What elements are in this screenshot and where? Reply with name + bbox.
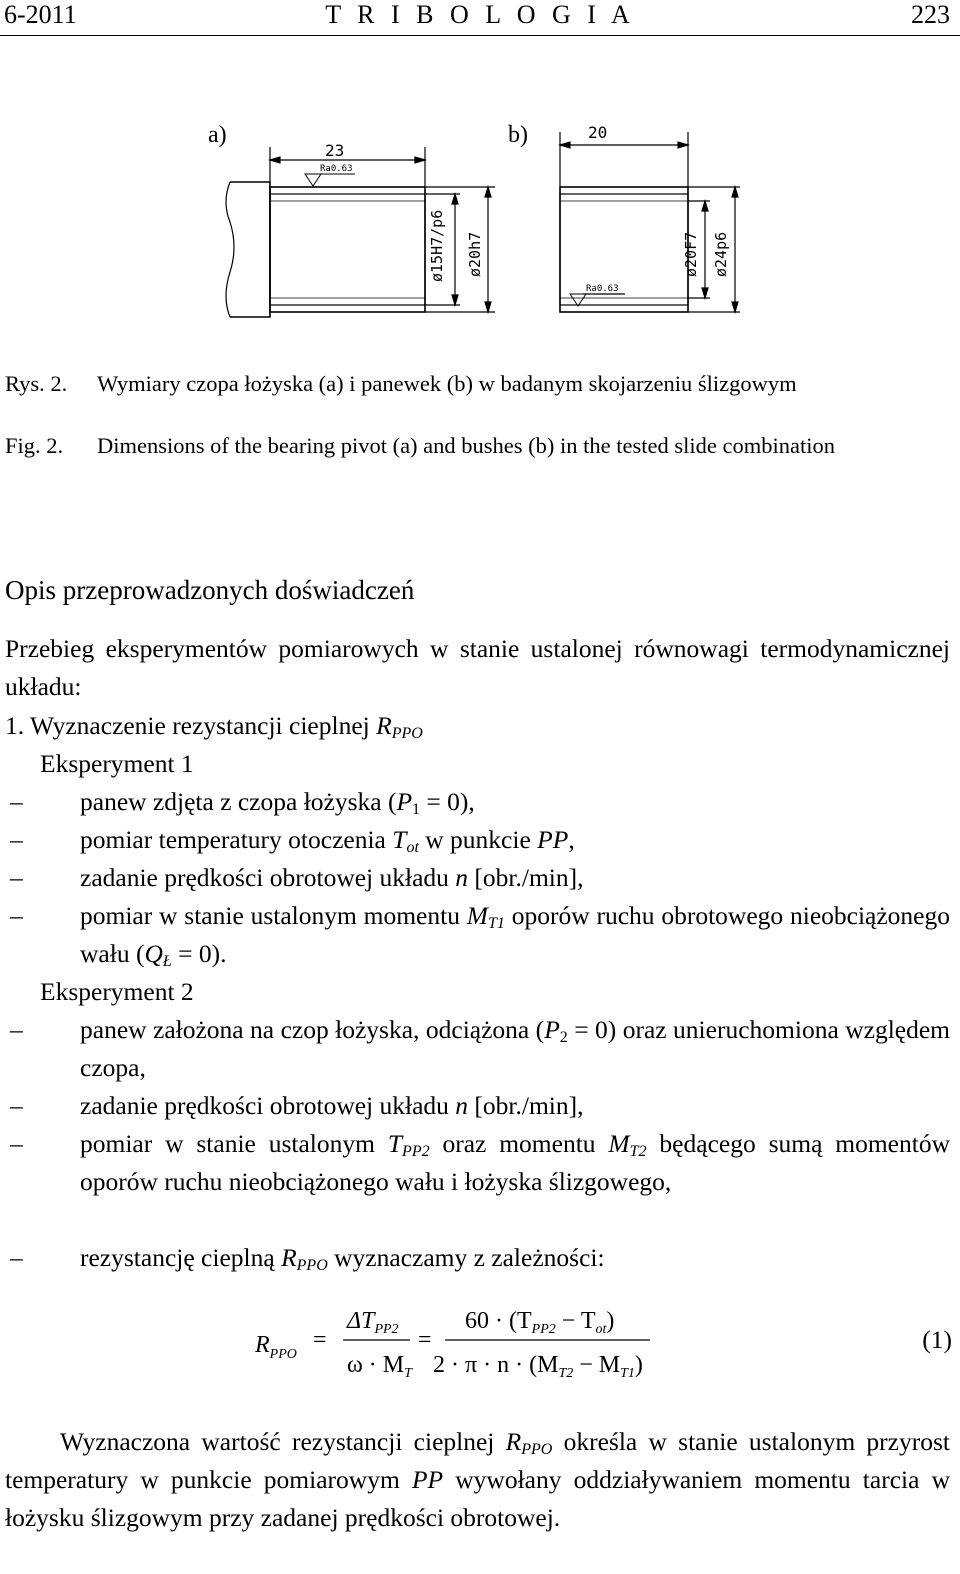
journal-title: T R I B O L O G I A — [325, 0, 635, 29]
panel-a-label: a) — [208, 122, 227, 148]
eq-num1: $\Delta T_{PP2}$ — [347, 1308, 399, 1337]
equation-1 — [255, 1300, 675, 1390]
pivot-drawing — [226, 147, 495, 317]
list-item: – zadanie prędkości obrotowej układu n [obr./min], — [10, 1091, 584, 1120]
equation-number: (1) — [922, 1325, 952, 1354]
caption-text-en: Dimensions of the bearing pivot (a) and bushes (b) in the tested slide combination — [97, 433, 835, 458]
figure-caption-en — [5, 430, 960, 492]
experiment-1-title: Eksperyment 1 — [40, 749, 194, 778]
experiment-2-title: Eksperyment 2 — [40, 977, 194, 1006]
list-item: – panew zdjęta z czopa łożyska $(P_1 = 0)$, — [10, 787, 475, 818]
list-item: – pomiar w stanie ustalonym $T_{PP2}$ oraz momentu $M_{T2}$ będącego sumą momentów oporów ruchu nieobciążonego wału i łożyska ślizgowego, — [10, 1129, 951, 1196]
bushing-roughness-label: Ra0.63 — [586, 284, 619, 294]
intro-paragraph: Przebieg eksperymentów pomiarowych w stanie ustalonej równowagi termodynamicznej układu: — [5, 634, 950, 701]
step-heading: 1. Wyznaczenie rezystancji cieplnej $R_{PPO}$ — [5, 711, 423, 742]
eq-num2: $60 \cdot (T_{PP2} - T_{ot})$ — [465, 1308, 615, 1337]
panel-b-label: b) — [508, 122, 528, 148]
list-item: – rezystancję cieplną $R_{PPO}$ wyznaczamy z zależności: — [10, 1243, 605, 1274]
list-item: – zadanie prędkości obrotowej układu n [obr./min], — [10, 863, 584, 892]
eq-equals-2: = — [418, 1327, 432, 1353]
caption-tag-en: Fig. 2. — [5, 433, 64, 458]
eq-den1: $\omega \cdot M_T$ — [347, 1352, 412, 1381]
bushing-diameter-1: ø20F7 — [682, 231, 700, 277]
page-header — [0, 0, 960, 34]
pivot-diameter-2: ø20h7 — [466, 231, 484, 277]
pivot-roughness-label: Ra0.63 — [320, 164, 353, 174]
eq-den2: $2 \cdot \pi \cdot n \cdot (M_{T2} - M_{T1})$ — [433, 1352, 643, 1381]
section-title: Opis przeprowadzonych doświadczeń — [5, 575, 415, 605]
caption-text-pl: Wymiary czopa łożyska (a) i panewek (b) w badanym skojarzeniu ślizgowym — [97, 371, 797, 396]
eq-equals-1: = — [313, 1327, 327, 1353]
list-item: – pomiar temperatury otoczenia $T_{ot}$ w punkcie PP, — [10, 825, 575, 856]
list-item: – panew założona na czop łożyska, odciążona $(P_2 = 0)$ oraz unieruchomiona względem czopa, — [10, 1015, 950, 1082]
bushing-diameter-2: ø24p6 — [712, 231, 730, 277]
figure-caption-pl — [5, 368, 960, 430]
caption-tag-pl: Rys. 2. — [5, 371, 68, 396]
conclusion-paragraph: Wyznaczona wartość rezystancji cieplnej $R_{PPO}$ określa w stanie ustalonym przyrost temperatury w punkcie pomiarowym PP wywołany oddziaływaniem momentu tarcia w łożysku ślizgowym przy zadanej prędkości obrotowej. — [5, 1427, 950, 1532]
list-item: – pomiar w stanie ustalonym momentu $M_{T1}$ oporów ruchu obrotowego nieobciążonego wału $(Q_Ł = 0)$. — [10, 901, 950, 970]
page-number: 223 — [911, 0, 950, 29]
eq-lhs: $R_{PPO}$ — [255, 1332, 297, 1362]
header-rule — [0, 35, 960, 36]
bushing-length-label: 20 — [588, 123, 608, 142]
issue-number: 6-2011 — [4, 0, 77, 29]
pivot-length-label: 23 — [325, 141, 345, 160]
pivot-diameter-1: ø15H7/p6 — [428, 209, 446, 282]
